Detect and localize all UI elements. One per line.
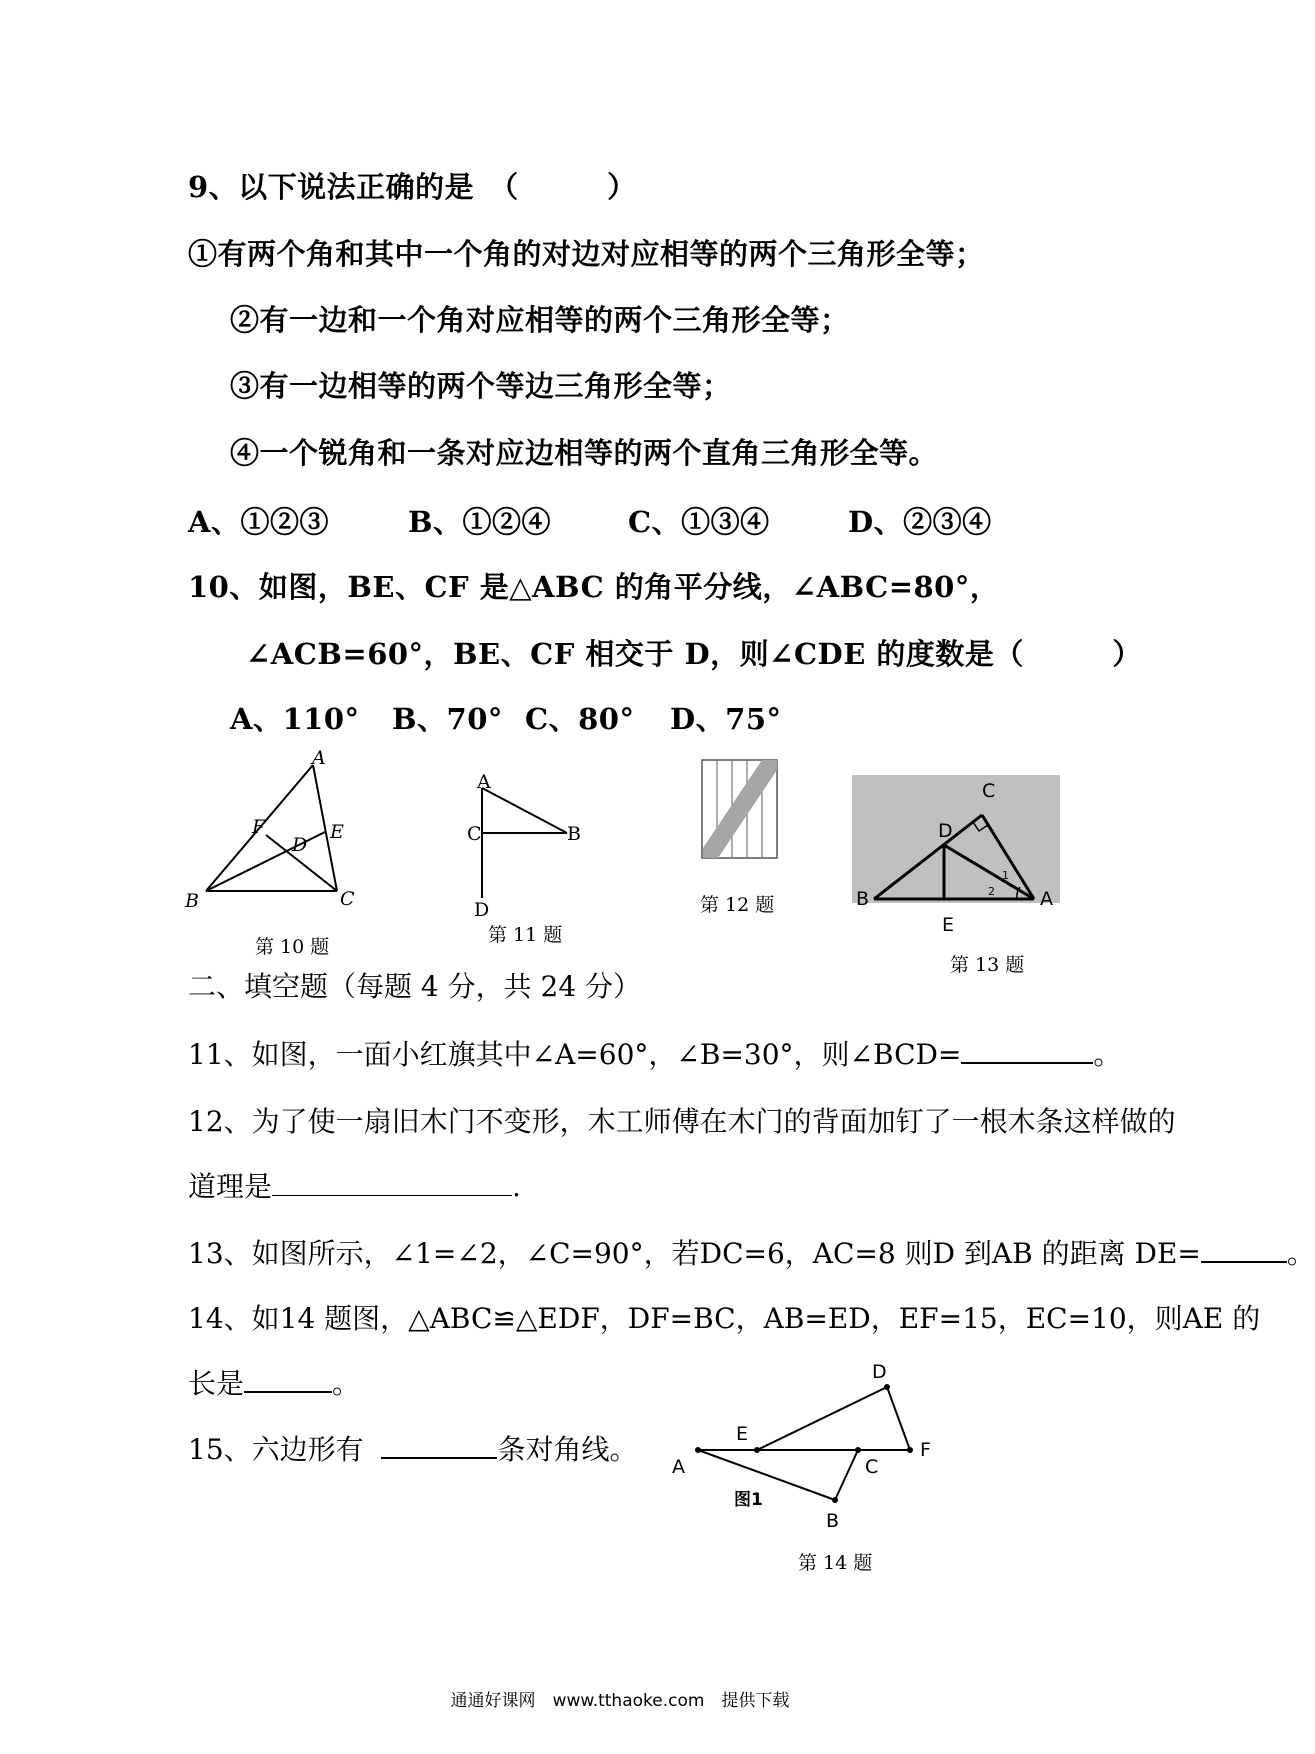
q13-text: 13、如图所示，∠1=∠2，∠C=90°，若DC=6，AC=8 则D 到AB 的距离 DE= bbox=[188, 1237, 1201, 1270]
fig13-label-1: 1 bbox=[1002, 869, 1009, 882]
fig14-side-bc bbox=[835, 1450, 858, 1500]
fig14-tag: 图1 bbox=[734, 1490, 763, 1510]
q9-statement-1: ①有两个角和其中一个角的对边对应相等的两个三角形全等； bbox=[188, 237, 985, 271]
figure-12 bbox=[700, 758, 780, 862]
q9-statement-4: ④一个锐角和一条对应边相等的两个直角三角形全等。 bbox=[230, 436, 939, 470]
q9-statement-2: ②有一边和一个角对应相等的两个三角形全等； bbox=[230, 303, 850, 337]
fig13-label-b: B bbox=[856, 888, 870, 910]
q10-option-b: B、70° bbox=[392, 702, 503, 736]
fig10-label-c: C bbox=[340, 888, 355, 910]
q11-answer-blank[interactable] bbox=[961, 1036, 1093, 1064]
q10-line-2: ∠ACB=60°，BE、CF 相交于 D，则∠CDE 的度数是（ ） bbox=[246, 637, 1142, 671]
fig13-label-e: E bbox=[942, 914, 955, 936]
q15-end: 条对角线。 bbox=[497, 1433, 638, 1466]
fig11-label-b: B bbox=[567, 823, 581, 845]
q15-line bbox=[188, 1428, 637, 1468]
fig14-point-e bbox=[754, 1447, 760, 1453]
q13-end: 。 bbox=[1286, 1237, 1315, 1270]
fig14-label-f: F bbox=[920, 1439, 931, 1461]
fig10-label-d: D bbox=[292, 834, 308, 856]
q14-line-2 bbox=[188, 1362, 360, 1402]
q12-text: 道理是 bbox=[188, 1170, 273, 1203]
q10-line-1: 10、如图，BE、CF 是△ABC 的角平分线，∠ABC=80°， bbox=[188, 570, 1000, 604]
q11-end: 。 bbox=[1093, 1038, 1122, 1071]
figure-14 bbox=[660, 1355, 960, 1530]
fig14-label-d: D bbox=[872, 1361, 887, 1383]
q14-line-1: 14、如14 题图，△ABC≌△EDF，DF=BC，AB=ED，EF=15，EC=10，则AE 的 bbox=[188, 1302, 1261, 1335]
q13-line bbox=[188, 1232, 1315, 1272]
q9-statement-3: ③有一边相等的两个等边三角形全等； bbox=[230, 369, 732, 403]
fig10-label-b: B bbox=[185, 890, 199, 912]
fig10-label-a: A bbox=[312, 747, 326, 769]
fig14-label-a: A bbox=[672, 1456, 685, 1478]
fig14-caption: 第 14 题 bbox=[798, 1552, 873, 1574]
q12-line-2 bbox=[188, 1165, 521, 1205]
q9-title: 9、以下说法正确的是 （ ） bbox=[188, 170, 637, 204]
fig10-label-f: F bbox=[252, 816, 266, 838]
q10-option-a: A、110° bbox=[230, 702, 360, 736]
q14-end: 。 bbox=[332, 1367, 361, 1400]
fig11-label-c: C bbox=[467, 823, 482, 845]
q11-text: 11、如图，一面小红旗其中∠A=60°，∠B=30°，则∠BCD= bbox=[188, 1038, 962, 1071]
fig12-caption: 第 12 题 bbox=[700, 894, 775, 916]
fig13-label-a: A bbox=[1040, 888, 1053, 910]
fig14-side-ab bbox=[698, 1450, 835, 1500]
q12-end: . bbox=[512, 1170, 521, 1203]
figure-10 bbox=[180, 747, 410, 915]
fig14-label-c: C bbox=[865, 1456, 879, 1478]
fig11-flag-top bbox=[482, 788, 567, 833]
fig13-background bbox=[852, 775, 1060, 903]
fig11-label-d: D bbox=[474, 899, 490, 921]
fig14-point-f bbox=[907, 1447, 913, 1453]
q10-option-d: D、75° bbox=[670, 702, 782, 736]
q9-option-c: C、①③④ bbox=[628, 505, 770, 539]
q14-text: 长是 bbox=[188, 1367, 245, 1400]
fig14-point-b bbox=[832, 1497, 838, 1503]
fig13-label-2: 2 bbox=[988, 885, 995, 898]
fig14-label-b: B bbox=[826, 1510, 840, 1532]
q15-answer-blank[interactable] bbox=[381, 1431, 497, 1459]
fig10-caption: 第 10 题 bbox=[255, 936, 330, 958]
footer-text: 通通好课网 www.tthaoke.com 提供下载 bbox=[450, 1691, 790, 1711]
fig14-point-d bbox=[884, 1384, 890, 1390]
fig14-label-e: E bbox=[736, 1423, 749, 1445]
figure-11 bbox=[462, 770, 592, 920]
q9-option-a: A、①②③ bbox=[188, 505, 330, 539]
q9-option-b: B、①②④ bbox=[408, 505, 552, 539]
fig14-point-c bbox=[855, 1447, 861, 1453]
fig13-label-d: D bbox=[938, 820, 953, 842]
q14-answer-blank[interactable] bbox=[244, 1365, 332, 1393]
fig11-label-a: A bbox=[477, 771, 491, 793]
q13-answer-blank[interactable] bbox=[1201, 1235, 1287, 1263]
q15-text: 15、六边形有 bbox=[188, 1433, 364, 1466]
fig13-label-c: C bbox=[982, 780, 996, 802]
fig14-side-ed bbox=[757, 1387, 887, 1450]
fig14-point-a bbox=[695, 1447, 701, 1453]
fig11-caption: 第 11 题 bbox=[488, 924, 563, 946]
figure-13 bbox=[852, 775, 1062, 935]
fig10-label-e: E bbox=[330, 821, 344, 843]
section-2-heading: 二、填空题（每题 4 分，共 24 分） bbox=[188, 970, 642, 1003]
fig14-side-df bbox=[887, 1387, 910, 1450]
q12-answer-blank[interactable] bbox=[272, 1169, 512, 1196]
q10-option-c: C、80° bbox=[525, 702, 635, 736]
q9-option-d: D、②③④ bbox=[848, 505, 992, 539]
q11-line bbox=[188, 1033, 1121, 1073]
q12-line-1: 12、为了使一扇旧木门不变形，木工师傅在木门的背面加钉了一根木条这样做的 bbox=[188, 1105, 1176, 1138]
fig13-caption: 第 13 题 bbox=[950, 954, 1025, 976]
